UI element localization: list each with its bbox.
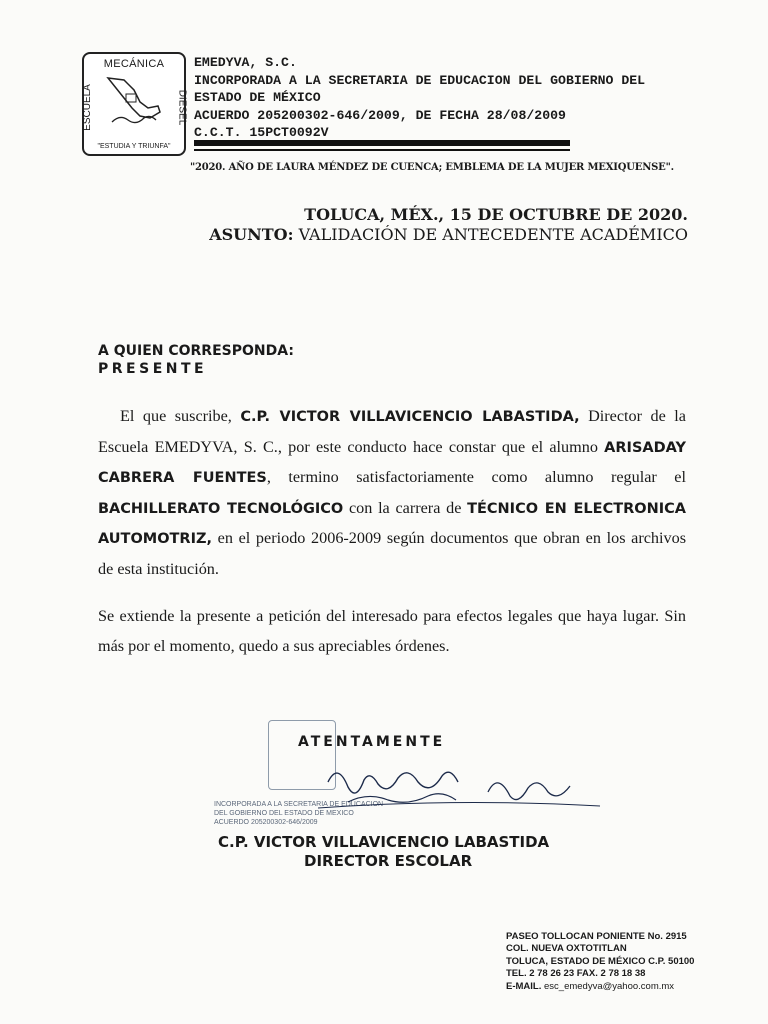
letterhead-line4: ACUERDO 205200302-646/2009, DE FECHA 28/08/2009 [194, 107, 566, 123]
closing-salutation: ATENTAMENTE [298, 734, 446, 750]
letter-subject [209, 225, 688, 244]
address-line2: COL. NUEVA OXTOTITLAN [506, 943, 627, 955]
letter-date: TOLUCA, MÉX., 15 DE OCTUBRE DE 2020. [304, 205, 688, 224]
address-email-line [506, 981, 694, 993]
header-rule-thin [194, 149, 570, 151]
address-line4: TEL. 2 78 26 23 FAX. 2 78 18 38 [506, 968, 646, 980]
footer-address [506, 931, 694, 993]
p1-text-d: con la carrera de [343, 498, 468, 517]
email-label: E-MAIL. [506, 980, 544, 992]
logo-right-text: DIESEL [176, 89, 188, 126]
header-rule-thick [194, 140, 570, 146]
signer-name: C.P. VICTOR VILLAVICENCIO LABASTIDA [218, 833, 550, 851]
logo-left-text: ESCUELA [81, 84, 93, 131]
p1-text-b: Director de la Escuela EMEDYVA, S. C., por este conducto hace constar que el alumno [98, 407, 686, 456]
logo-top-text: MECÁNICA [103, 58, 165, 70]
letterhead [194, 54, 645, 142]
director-name: C.P. VICTOR VILLAVICENCIO LABASTIDA, [240, 409, 580, 425]
handwritten-signature [318, 752, 608, 812]
logo-bottom-text: "ESTUDIA Y TRIUNFA" [97, 143, 171, 150]
body-paragraph-1 [98, 402, 686, 584]
recipient-line: A QUIEN CORRESPONDA: [98, 343, 294, 359]
p1-text-e: en el periodo 2006-2009 según documentos que obran en los archivos de esta institución. [98, 529, 686, 578]
subject-value: VALIDACIÓN DE ANTECEDENTE ACADÉMICO [293, 225, 688, 244]
seal-line3: ACUERDO 205200302-646/2009 [214, 819, 318, 826]
student-name: ARISADAY CABRERA FUENTES [98, 439, 686, 486]
p1-text-a: El que suscribe, [120, 407, 241, 425]
program-name: BACHILLERATO TECNOLÓGICO [98, 500, 344, 517]
seal-line2: DEL GOBIERNO DEL ESTADO DE MEXICO [214, 810, 354, 817]
letterhead-line2: INCORPORADA A LA SECRETARIA DE EDUCACION DEL GOBIERNO DEL [194, 72, 646, 88]
year-motto: "2020. AÑO DE LAURA MÉNDEZ DE CUENCA; EMBLEMA DE LA MUJER MEXIQUENSE". [190, 162, 674, 173]
subject-label: ASUNTO: [209, 225, 294, 244]
letterhead-line1: EMEDYVA, S.C. [194, 55, 297, 70]
recipient [98, 342, 294, 378]
body-paragraph-2: Se extiende la presente a petición del interesado para efectos legales que haya lugar. Sin más por el momento, quedo a sus apreciables órdenes. [98, 607, 686, 655]
presente-line: PRESENTE [98, 361, 208, 377]
address-line1: PASEO TOLLOCAN PONIENTE No. 2915 [506, 931, 687, 942]
p1-text-c: , termino satisfactoriamente como alumno regular el [266, 468, 686, 486]
signer-title: DIRECTOR ESCOLAR [304, 852, 473, 870]
letterhead-line3: ESTADO DE MÉXICO [194, 90, 321, 105]
school-logo [82, 52, 186, 156]
address-line3: TOLUCA, ESTADO DE MÉXICO C.P. 50100 [506, 955, 695, 967]
email-address: esc_emedyva@yahoo.com.mx [544, 980, 675, 992]
mexico-map-icon [104, 72, 164, 130]
career-name: TÉCNICO EN ELECTRONICA AUTOMOTRIZ, [98, 500, 686, 547]
seal-line1: INCORPORADA A LA SECRETARIA DE EDUCACION [214, 801, 384, 808]
letterhead-line5: C.C.T. 15PCT0092V [194, 125, 329, 140]
